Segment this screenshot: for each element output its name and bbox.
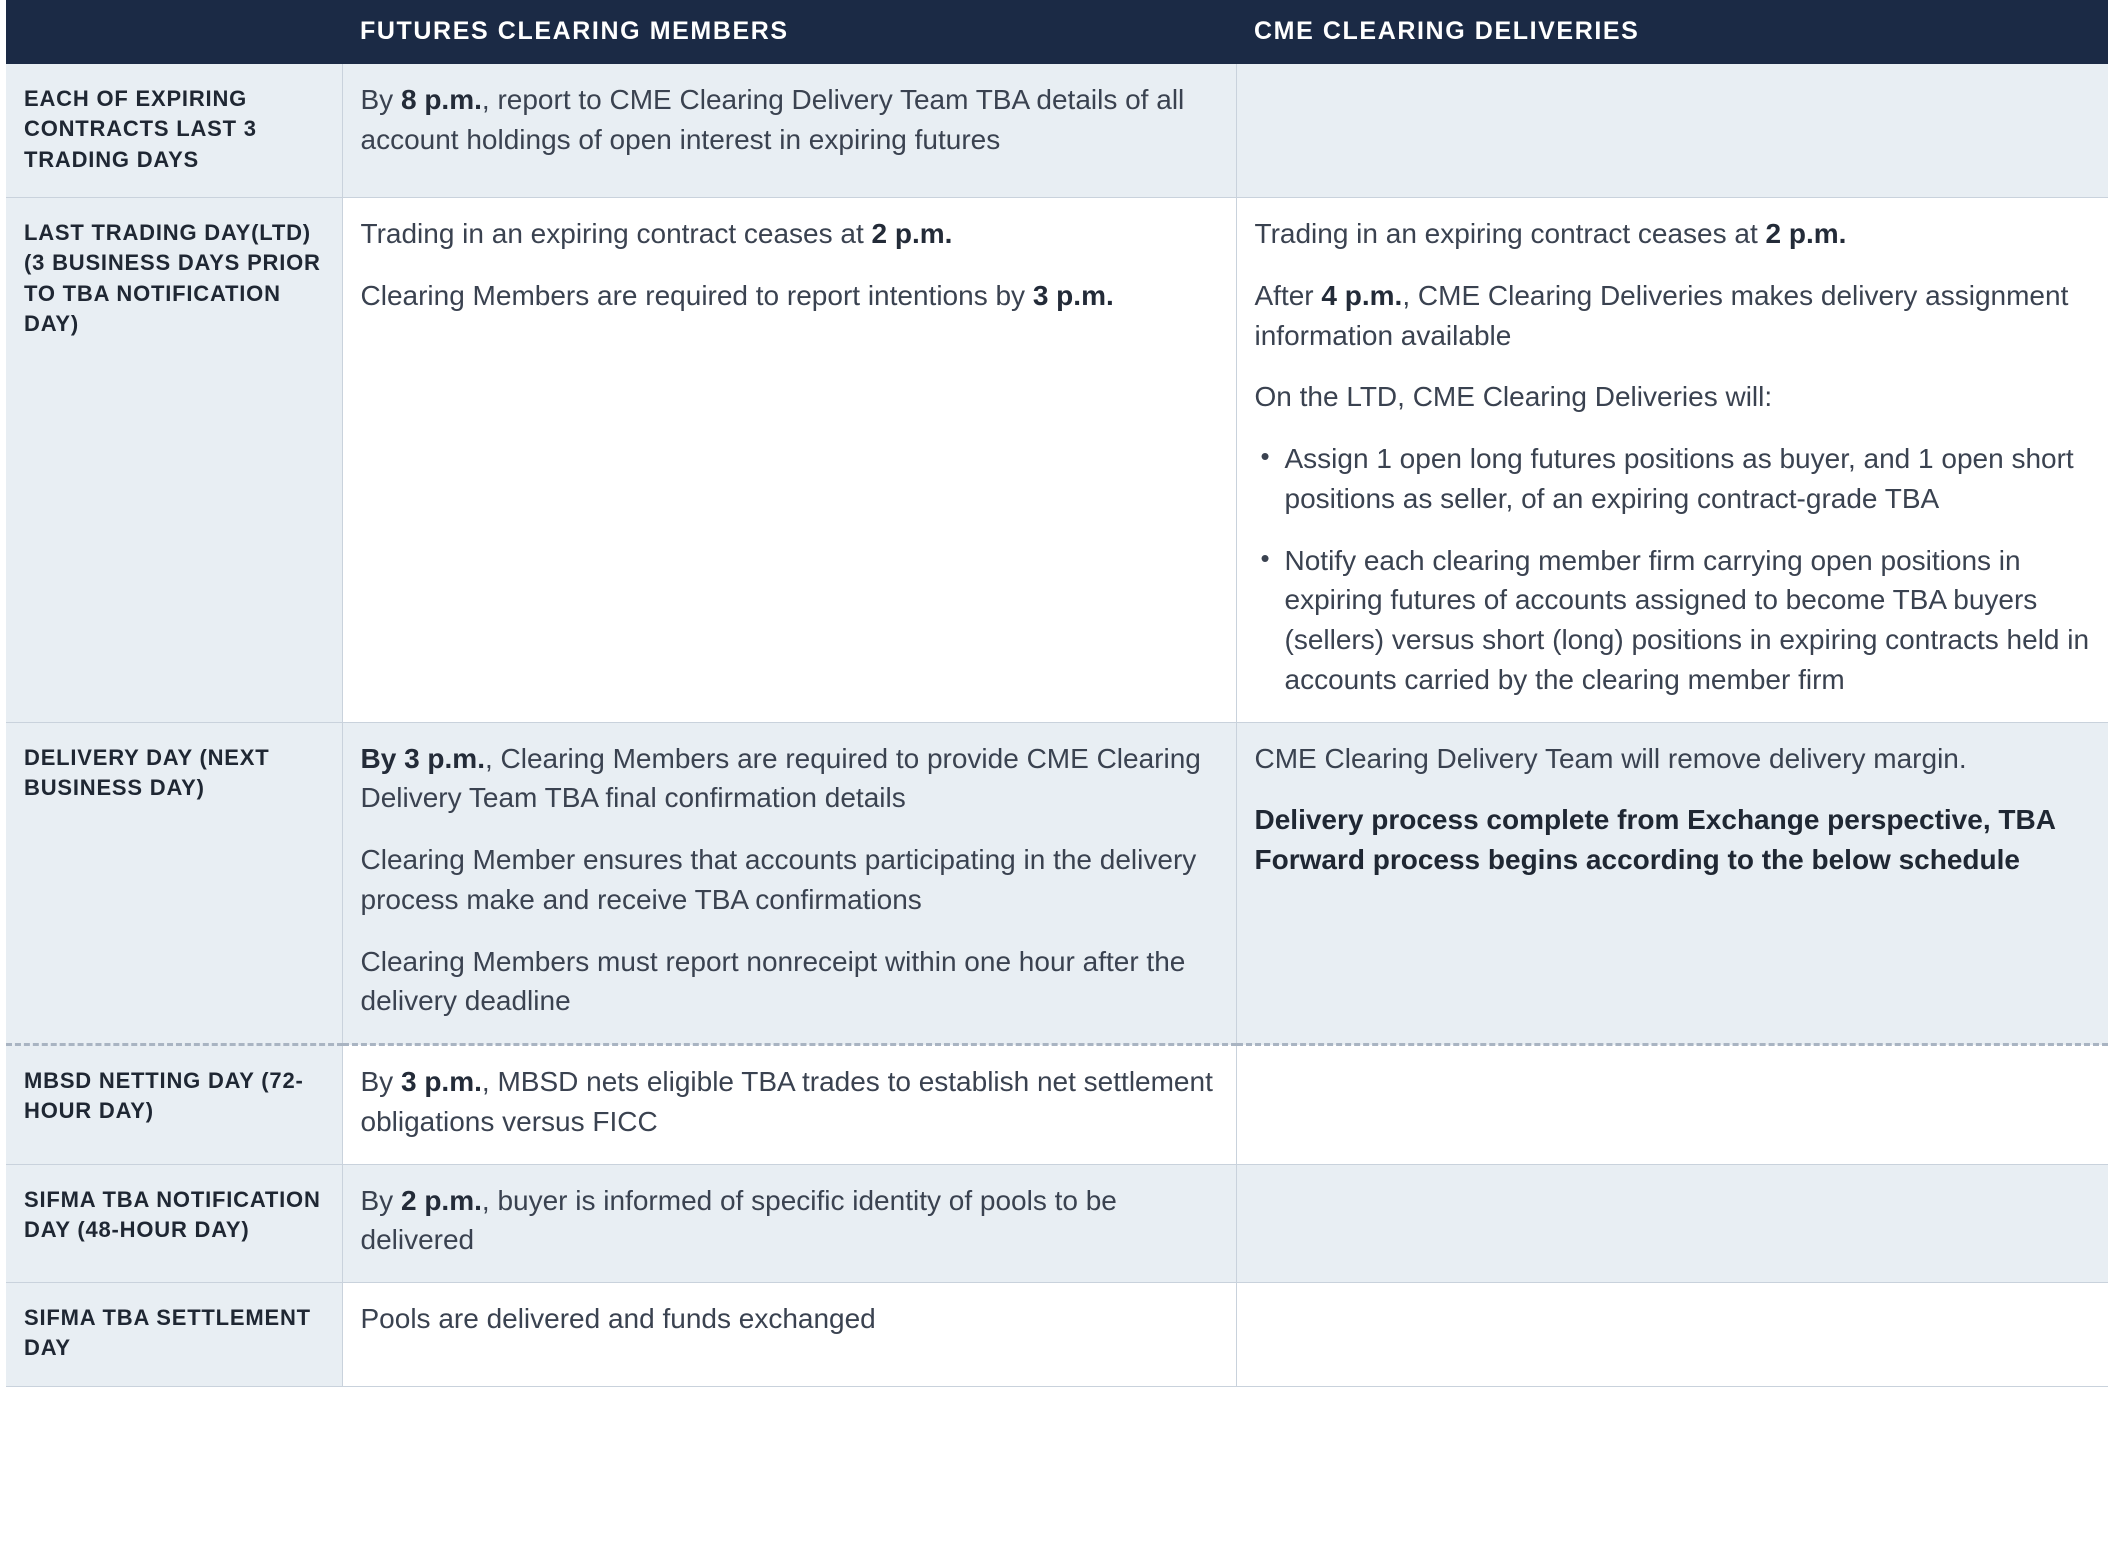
paragraph xyxy=(1255,214,2091,254)
text-pre: Trading in an expiring contract ceases at xyxy=(1254,218,1766,250)
bullet-list xyxy=(1255,439,2091,700)
paragraph xyxy=(361,214,1218,254)
header-cell-futures-clearing-members: FUTURES CLEARING MEMBERS xyxy=(342,0,1236,64)
table-row xyxy=(6,722,2108,1045)
text-bold: 2 p.m. xyxy=(1765,218,1847,250)
paragraph xyxy=(361,80,1218,160)
header-cell-cme-clearing-deliveries: CME CLEARING DELIVERIES xyxy=(1236,0,2108,64)
row-label-expiring-last-3-days: EACH OF EXPIRING CONTRACTS LAST 3 TRADING DAYS xyxy=(6,64,342,198)
row-members-sifma-notification-day xyxy=(342,1164,1236,1283)
list-item: • Assign 1 open long futures positions as buyer, and 1 open short positions as seller, of an expiring contract-grade TBA xyxy=(1255,439,2091,519)
row-deliveries-sifma-settlement-day xyxy=(1236,1283,2108,1387)
text-post: , buyer is informed of specific identity of pools to be delivered xyxy=(360,1184,1117,1256)
text-pre: Clearing Members are required to report intentions by xyxy=(360,279,1033,311)
paragraph: Clearing Members must report nonreceipt within one hour after the delivery deadline xyxy=(360,945,1186,1017)
paragraph xyxy=(361,739,1218,819)
text-post: , MBSD nets eligible TBA trades to establish net settlement obligations versus FICC xyxy=(360,1066,1213,1137)
row-members-sifma-settlement-day xyxy=(342,1283,1236,1387)
table-body xyxy=(6,64,2108,1386)
row-label-sifma-notification-day: SIFMA TBA NOTIFICATION DAY (48-HOUR DAY) xyxy=(6,1164,342,1283)
text-post: , Clearing Members are required to provide CME Clearing Delivery Team TBA final confirmation details xyxy=(360,742,1201,814)
row-deliveries-delivery-day xyxy=(1236,722,2108,1045)
text-pre: By xyxy=(360,84,401,115)
header-cell-empty xyxy=(6,0,342,64)
paragraph-bold: Delivery process complete from Exchange perspective, TBA Forward process begins according to the below schedule xyxy=(1254,804,2055,876)
schedule-table xyxy=(6,0,2108,1387)
text-bold: 4 p.m. xyxy=(1321,279,1403,311)
table-row xyxy=(6,1283,2108,1387)
text-bold: 8 p.m. xyxy=(400,84,482,115)
table-row xyxy=(6,64,2108,198)
text-bold: 2 p.m. xyxy=(400,1184,482,1216)
text-post: , report to CME Clearing Delivery Team TBA details of all account holdings of open interest in expiring futures xyxy=(360,84,1185,155)
row-label-sifma-settlement-day: SIFMA TBA SETTLEMENT DAY xyxy=(6,1283,342,1387)
paragraph xyxy=(361,276,1218,316)
text-pre: By xyxy=(360,1066,401,1098)
paragraph: Clearing Member ensures that accounts participating in the delivery process make and receive TBA confirmations xyxy=(360,844,1197,915)
paragraph: Pools are delivered and funds exchanged xyxy=(360,1303,876,1335)
row-deliveries-expiring-last-3-days xyxy=(1236,64,2108,198)
text-bold: 2 p.m. xyxy=(871,218,953,250)
table-row xyxy=(6,1164,2108,1283)
text-pre: Trading in an expiring contract ceases at xyxy=(360,218,872,250)
table-row xyxy=(6,1045,2108,1165)
text-pre: After xyxy=(1254,279,1322,311)
list-item: • Notify each clearing member firm carrying open positions in expiring futures of accounts assigned to become TBA buyers (sellers) versus short (long) positions in expiring contracts held in accounts carried by the clearing member firm xyxy=(1255,541,2091,700)
row-label-delivery-day: DELIVERY DAY (NEXT BUSINESS DAY) xyxy=(6,722,342,1045)
row-label-last-trading-day: LAST TRADING DAY(LTD) (3 BUSINESS DAYS PRIOR TO TBA NOTIFICATION DAY) xyxy=(6,198,342,723)
text-bold: 3 p.m. xyxy=(1032,279,1114,311)
table-header xyxy=(6,0,2108,64)
paragraph xyxy=(361,1181,1218,1261)
row-deliveries-mbsd-netting-day xyxy=(1236,1045,2108,1165)
text-bold: 3 p.m. xyxy=(400,1066,482,1098)
row-members-mbsd-netting-day xyxy=(342,1045,1236,1165)
text-pre: By xyxy=(360,1184,401,1216)
text-bold: By 3 p.m. xyxy=(360,742,485,774)
text-post: , CME Clearing Deliveries makes delivery assignment information available xyxy=(1254,279,2069,351)
row-deliveries-sifma-notification-day xyxy=(1236,1164,2108,1283)
row-members-delivery-day xyxy=(342,722,1236,1045)
header-row xyxy=(6,0,2108,64)
paragraph xyxy=(361,1062,1218,1142)
row-label-mbsd-netting-day: MBSD NETTING DAY (72-HOUR DAY) xyxy=(6,1045,342,1165)
row-members-expiring-last-3-days xyxy=(342,64,1236,198)
table-row xyxy=(6,198,2108,723)
paragraph: CME Clearing Delivery Team will remove delivery margin. xyxy=(1254,742,1967,774)
paragraph: On the LTD, CME Clearing Deliveries will: xyxy=(1254,381,1773,413)
row-deliveries-last-trading-day xyxy=(1236,198,2108,723)
row-members-last-trading-day xyxy=(342,198,1236,723)
paragraph xyxy=(1255,276,2091,356)
